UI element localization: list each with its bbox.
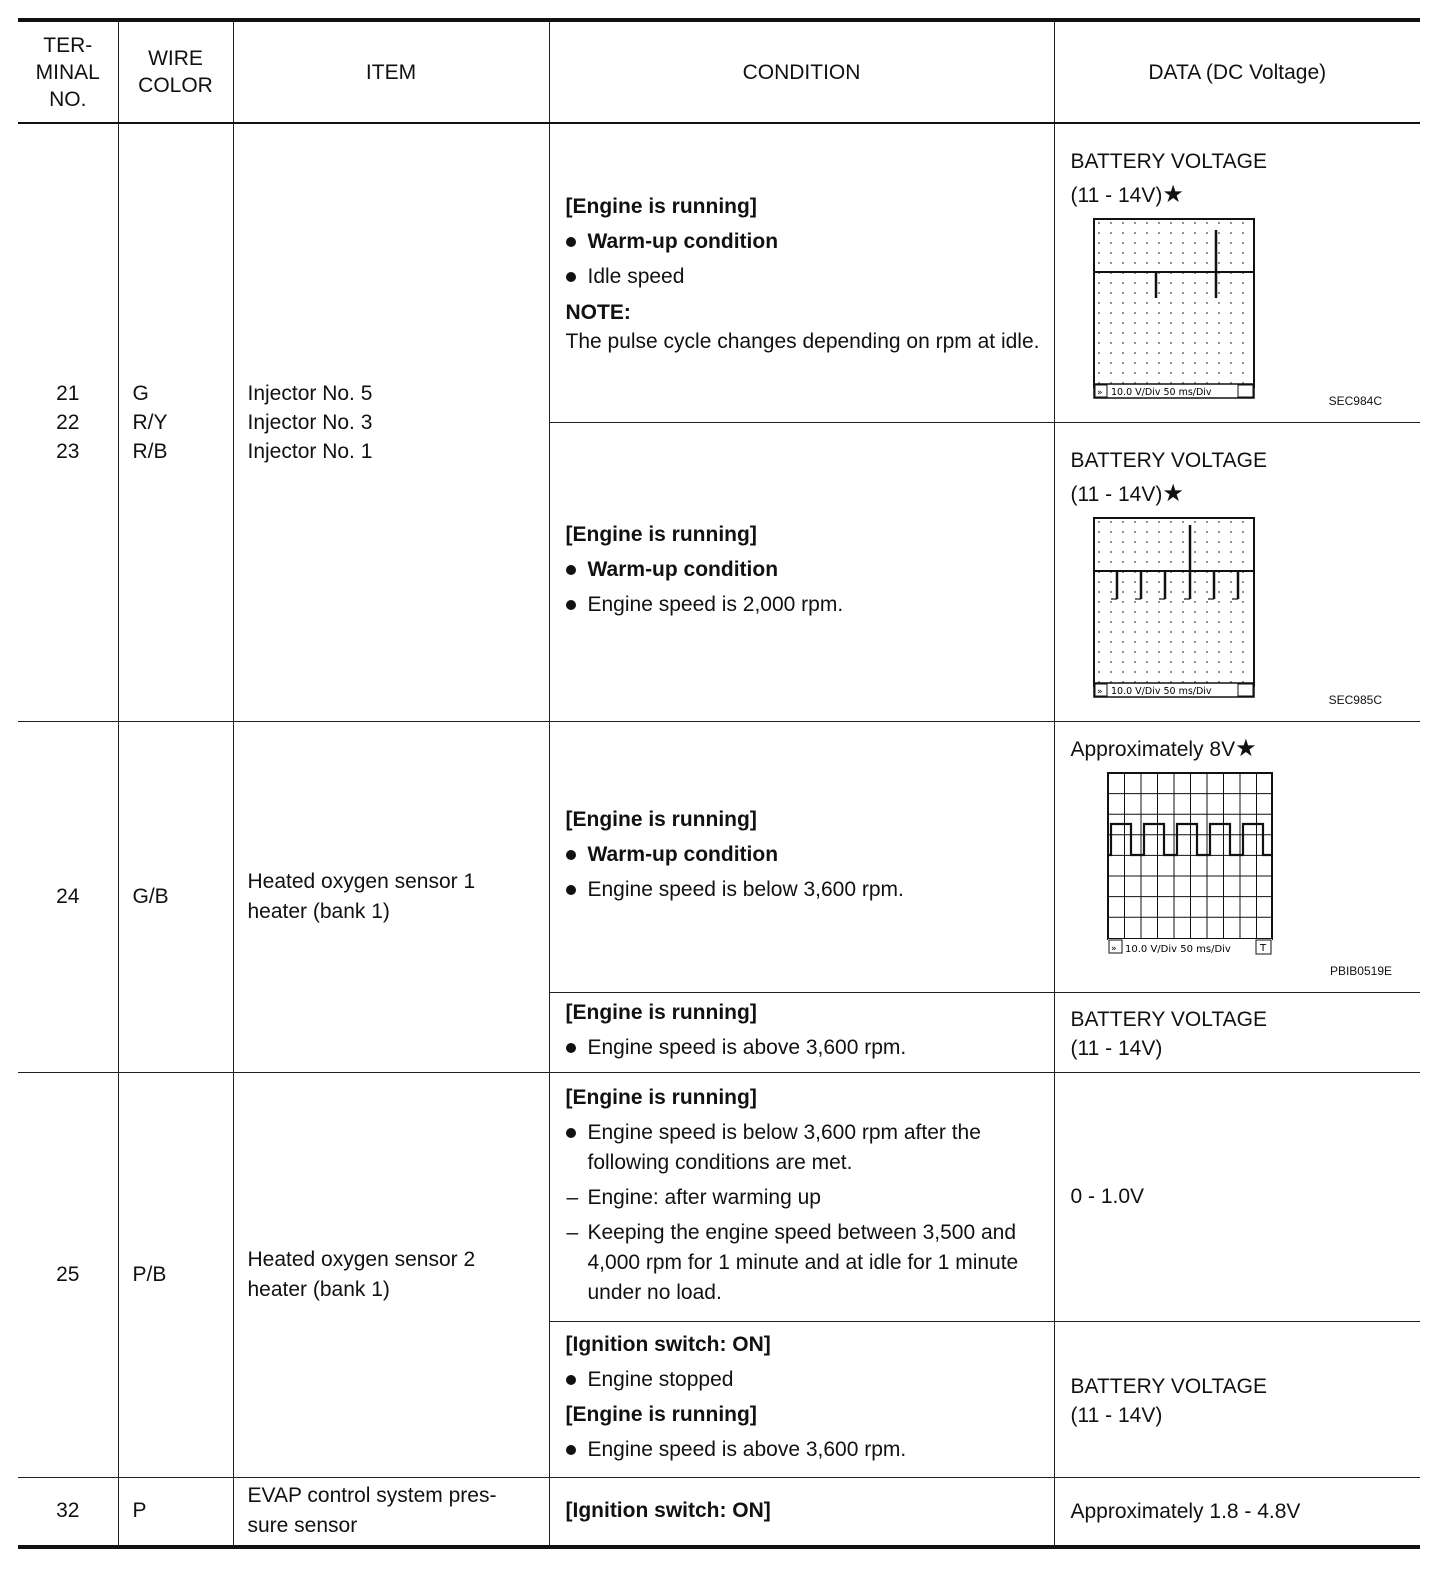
item-name: Injector No. 5 [247,381,373,405]
condition-text: Keeping the engine speed between 3,500 and 4,000 rpm for 1 minute and at idle for 1 minute under no load. [587,1220,1019,1304]
condition-header: [Engine is running] [565,1403,757,1426]
condition-bullet [566,1033,1044,1063]
item-name: sure sensor [247,1514,358,1538]
terminal-no: 25 [18,1072,118,1477]
header-condition: CONDITION [549,20,1054,123]
data-cell [1054,1477,1420,1547]
condition-header: [Engine is running] [565,1001,757,1024]
table-row-injectors-idle [18,123,1420,422]
data-value: (11 - 14V) [1070,1403,1163,1427]
condition-text: Engine speed is below 3,600 rpm after the following conditions are met. [587,1120,981,1174]
header-wire-line: WIRE [148,47,203,70]
condition-cell [549,992,1054,1072]
data-value: BATTERY VOLTAGE [1070,449,1267,472]
condition-bullet [566,840,1044,870]
svg-text:»: » [1096,687,1103,697]
header-terminal-no [18,20,118,123]
condition-text: Warm-up condition [587,843,779,866]
condition-text: Engine speed is above 3,600 rpm. [587,1438,907,1461]
condition-header: [Engine is running] [565,523,757,546]
header-terminal-line: NO. [49,87,87,111]
scope-trigger-label: T [1259,942,1266,954]
item-name: Heated oxygen sensor 1 [247,869,476,893]
wire-color: G [132,381,149,405]
bullet-icon [566,600,576,610]
figure-code: SEC985C [1328,692,1382,707]
condition-bullet [566,1435,1044,1465]
data-value: (11 - 14V) [1070,184,1163,208]
wire-color-cell [118,123,233,721]
terminal-no: 22 [56,410,80,434]
data-value: Approximately 1.8 - 4.8V [1070,1499,1301,1523]
table-row-hos2-below-3600 [18,1072,1420,1321]
data-value: (11 - 14V) [1070,483,1163,506]
bullet-icon [566,1128,576,1138]
item-name: Injector No. 1 [247,439,373,463]
header-terminal-line: MINAL [35,60,100,84]
condition-bullet [566,1365,1044,1395]
terminal-no: 21 [56,381,80,405]
note-text: The pulse cycle changes depending on rpm at idle. [565,329,1040,353]
condition-text: Engine speed is above 3,600 rpm. [587,1036,907,1059]
condition-bullet [566,590,1044,620]
bullet-icon [566,237,576,247]
condition-cell [549,123,1054,422]
table-row-evap-sensor [18,1477,1420,1547]
condition-cell [549,1477,1054,1547]
condition-cell [549,1072,1054,1321]
data-cell [1054,123,1420,422]
condition-cell [549,422,1054,721]
condition-cell [549,1321,1054,1477]
bullet-icon [566,565,576,575]
item-cell [233,721,549,1072]
condition-header: [Engine is running] [565,1085,757,1109]
condition-header: [Engine is running] [565,194,757,218]
condition-text: Engine speed is 2,000 rpm. [587,593,844,616]
data-value: BATTERY VOLTAGE [1070,150,1267,174]
condition-text: Engine speed is below 3,600 rpm. [587,878,904,901]
star-icon: ★ [1235,734,1257,762]
note-label: NOTE: [565,300,631,324]
condition-cell [549,721,1054,992]
data-value: BATTERY VOLTAGE [1070,1374,1267,1398]
condition-text: Warm-up condition [587,229,779,253]
terminal-data-table [18,18,1420,1549]
bullet-icon [566,1375,576,1385]
item-cell [233,1072,549,1477]
condition-header: [Engine is running] [565,808,757,831]
oscilloscope-waveform-sec985c [1093,517,1255,699]
condition-bullet [566,262,1044,292]
data-value: Approximately 8V [1070,737,1236,761]
terminal-no: 24 [18,721,118,1072]
dash-icon: – [566,1220,579,1244]
star-icon: ★ [1162,480,1184,507]
svg-text:»: » [1096,388,1103,399]
figure-code: PBIB0519E [1329,963,1392,978]
figure-code: SEC984C [1328,393,1382,408]
condition-dash-item [566,1183,1044,1213]
data-cell [1054,992,1420,1072]
wire-color: P/B [118,1072,233,1477]
data-cell [1054,721,1420,992]
item-cell [233,123,549,721]
wire-color: P [118,1477,233,1547]
dash-icon: – [566,1185,579,1209]
item-name: heater (bank 1) [247,899,390,923]
data-value-line [1071,477,1411,511]
condition-header: [Ignition switch: ON] [565,1499,771,1523]
bullet-icon [566,1043,576,1053]
oscilloscope-waveform-pbib0519e [1107,772,1273,956]
svg-text:»: » [1110,943,1117,954]
condition-text: Idle speed [587,264,685,288]
scope-label: 10.0 V/Div 50 ms/Div [1110,686,1212,697]
data-cell [1054,1072,1420,1321]
condition-text: Warm-up condition [587,558,779,581]
wire-color: R/B [132,439,168,463]
wire-color: R/Y [132,410,168,434]
condition-bullet [566,1118,1044,1178]
scope-label: 10.0 V/Div 50 ms/Div [1124,943,1231,955]
bullet-icon [566,885,576,895]
data-value: BATTERY VOLTAGE [1070,1007,1267,1031]
wire-color: G/B [118,721,233,1072]
data-value: (11 - 14V) [1070,1036,1163,1060]
item-name: EVAP control system pres- [247,1484,497,1508]
condition-dash-item [566,1218,1044,1308]
condition-text: Engine: after warming up [587,1185,821,1209]
bullet-icon [566,1445,576,1455]
data-value: 0 - 1.0V [1070,1185,1145,1208]
star-icon: ★ [1162,181,1184,209]
header-row [18,20,1420,123]
oscilloscope-waveform-sec984c [1093,218,1255,400]
header-terminal-line: TER- [43,33,93,57]
data-cell [1054,422,1420,721]
scope-label: 10.0 V/Div 50 ms/Div [1110,387,1212,399]
condition-bullet [566,555,1044,585]
header-wire-line: COLOR [138,74,213,97]
header-wire-color [118,20,233,123]
condition-bullet [566,875,1044,905]
data-value-line [1071,178,1411,212]
item-name: Injector No. 3 [247,410,373,434]
header-data: DATA (DC Voltage) [1054,20,1420,123]
header-item: ITEM [233,20,549,123]
bullet-icon [566,272,576,282]
item-cell [233,1477,549,1547]
item-name: heater (bank 1) [247,1277,390,1301]
terminal-table-wrapper [18,18,1420,1549]
data-value-line [1071,732,1411,766]
terminal-no-cell [18,123,118,721]
condition-text: Engine stopped [587,1368,734,1391]
terminal-no: 23 [56,439,80,463]
bullet-icon [566,850,576,860]
data-cell [1054,1321,1420,1477]
condition-header: [Ignition switch: ON] [565,1333,771,1356]
table-row-hos1-below-3600 [18,721,1420,992]
terminal-no: 32 [18,1477,118,1547]
item-name: Heated oxygen sensor 2 [247,1247,476,1271]
condition-bullet [566,227,1044,257]
